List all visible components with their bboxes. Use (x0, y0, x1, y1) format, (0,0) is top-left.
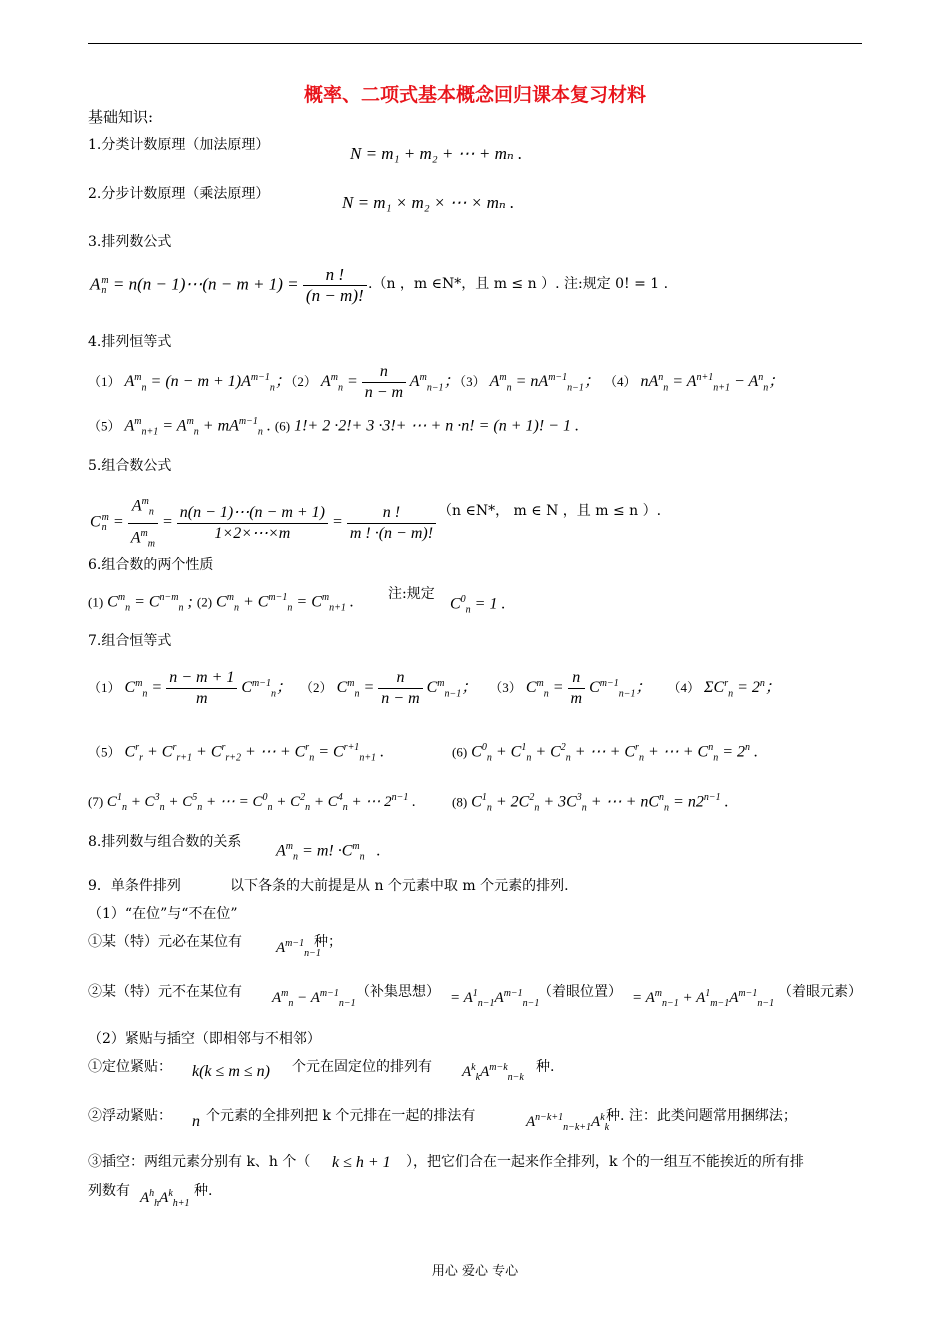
s5-note: （n ∈N*， m ∈ N ，且 m ≤ n ）. (438, 503, 662, 519)
s7-row3b: (8) $C^1_n + 2C^2_n + 3C^3_n$ + ⋯ + $nC^n_n = n2^{n-1}$ . (452, 792, 729, 814)
s4-row2: （5） $A^m_{n+1} = A^m_n + mA^{m-1}_n$ . (6) 1!+ 2 ·2!+ 3 ·3!+ ⋯ + n ·n! = (n + 1)! − 1 . (88, 416, 579, 438)
s9-c2-f2: = $A^1_{n-1}A^{m-1}_{n-1}$ (450, 988, 540, 1009)
s9-d1-cond: k(k ≤ m ≤ n) (192, 1063, 270, 1080)
s9-c1: ①某（特）元必在某位有 (88, 934, 242, 950)
s9-c2-a: （补集思想） (356, 984, 440, 1000)
s9-c2: ②某（特）元不在某位有 (88, 984, 242, 1000)
s9-d1: ①定位紧贴： (88, 1059, 172, 1075)
s9-d1-mid: 个元在固定位的排列有 (292, 1059, 432, 1075)
s7-row1: （1） $C^m_n$ = $\frac{n - m + 1}{m}$ $C^{m-1}_n$； （2） $C^m_n$ = $\frac{n}{n - m}$ $C^m_{n-1}$； （3） $C^m_n$ = $\frac{n}{m}$ $C^{m-1}_{n-1}$； （4） $\Sigma C^r_n = 2^n$； (88, 669, 781, 707)
s9-c2-f1: $A^m_n - A^{m-1}_{n-1}$ (272, 988, 356, 1009)
s1-label: 1.分类计数原理（加法原理） (88, 137, 270, 153)
s3-formula: A m n = n(n − 1)⋯(n − m + 1) = $\frac{n !}{(n - m)!}$ (90, 265, 367, 306)
s9-d3: ③插空：两组元素分别有 k、h 个（ (88, 1154, 311, 1170)
s9-c2-c: （着眼元素） (778, 984, 862, 1000)
s7-label: 7.组合恒等式 (88, 633, 172, 649)
s8-label: 8.排列数与组合数的关系 (88, 834, 242, 850)
s9-d3-mid: ），把它们合在一起来作全排列，k 个的一组互不能挨近的所有排 (406, 1154, 804, 1170)
s3-note: .（n ，m ∈N*，且 m ≤ n ）. 注:规定 0! = 1 . (368, 276, 669, 292)
s9-d1-end: 种. (536, 1059, 555, 1075)
s3-label: 3.排列数公式 (88, 234, 172, 250)
s9-c1-end: 种； (314, 934, 342, 950)
s4-row1: （1） $A^m_n = (n - m + 1)A^{m-1}_n$；（2） $A^m_n$ = $\frac{n}{n - m}$ $A^m_{n-1}$；（3） $A^m_n = nA^{m-1}_{n-1}$； （4） $nA^n_n = A^{n+1}_{n+1} - A^n_n$； (88, 363, 785, 401)
s5-label: 5.组合数公式 (88, 458, 172, 474)
page-title: 概率、二项式基本概念回归课本复习材料 (303, 84, 646, 106)
s9-d3-formula: $A^h_hA^k_{h+1}$ (140, 1188, 190, 1209)
s9-intro: 以下各条的大前提是从 n 个元素中取 m 个元素的排列. (230, 878, 569, 894)
s6-label: 6.组合数的两个性质 (88, 557, 214, 573)
s8-formula: $A^m_n = m$! $\cdot C^m_n$ . (276, 841, 381, 863)
s9-sub1: （1）“在位”与“不在位” (88, 906, 238, 922)
s9-d1-formula: $A^k_kA^{m-k}_{n-k}$ (462, 1062, 524, 1083)
s7-row3: (7) $C^1_n + C^3_n + C^5_n$ + ⋯ = $C^0_n + C^2_n + C^4_n$ + ⋯ $2^{n-1}$ . (88, 792, 416, 813)
s9-label: 9．单条件排列 (88, 878, 181, 894)
s9-d2-mid: 个元素的全排列把 k 个元排在一起的排法有 (206, 1108, 476, 1124)
s7-row2: （5） $C^r_r + C^r_{r+1} + C^r_{r+2}$ + ⋯ + $C^r_n = C^{r+1}_{n+1}$ . (88, 742, 385, 764)
s9-d3-end: 种. (194, 1183, 213, 1199)
s9-d2: ②浮动紧贴： (88, 1108, 172, 1124)
s9-c1-formula: $A^{m-1}_{n-1}$ (276, 938, 321, 959)
s9-sub2: （2）紧贴与插空（即相邻与不相邻） (88, 1031, 321, 1047)
s6-formula: (1) $C^m_n = C^{n-m}_n$ ; (2) $C^m_n + C^{m-1}_n = C^m_{n+1}$ . (88, 592, 354, 614)
top-rule (88, 43, 862, 44)
s9-d2-end: 种. 注：此类问题常用捆绑法； (606, 1108, 797, 1124)
s5-formula: C m n = $\frac{A^m_n}{A^m_m}$ = $\frac{n(n - 1)\cdots(n - m + 1)}{1\times 2\times\cdots\times m}$ = $\frac{n !}{m ! \cdot(n - m)!}$ (90, 492, 436, 554)
s2-formula: N = m₁ × m₂ × ⋯ × mₙ . (342, 193, 515, 212)
s9-c2-b: （着眼位置） (538, 984, 622, 1000)
s7-row2b: (6) $C^0_n + C^1_n + C^2_n$ + ⋯ + $C^r_n$ + ⋯ + $C^n_n = 2^n$ . (452, 742, 759, 764)
s6-note: 注:规定 (388, 586, 435, 602)
s9-d2-formula: $A^{n-k+1}_{n-k+1}A^k_k$ (526, 1112, 610, 1133)
s9-d3-line2: 列数有 (88, 1183, 130, 1199)
s2-label: 2.分步计数原理（乘法原理） (88, 186, 270, 202)
s1-formula: N = m₁ + m₂ + ⋯ + mₙ . (350, 144, 523, 163)
s6-rule: $C^0_n = 1$ . (450, 594, 506, 616)
s9-d3-cond: k ≤ h + 1 (332, 1154, 391, 1171)
s9-d2-n: n (192, 1113, 200, 1130)
heading: 基础知识: (88, 108, 154, 126)
s4-label: 4.排列恒等式 (88, 334, 172, 350)
footer: 用心 爱心 专心 (431, 1264, 519, 1279)
s9-c2-f3: = $A^m_{n-1} + A^1_{m-1}A^{m-1}_{n-1}$ (632, 988, 775, 1009)
